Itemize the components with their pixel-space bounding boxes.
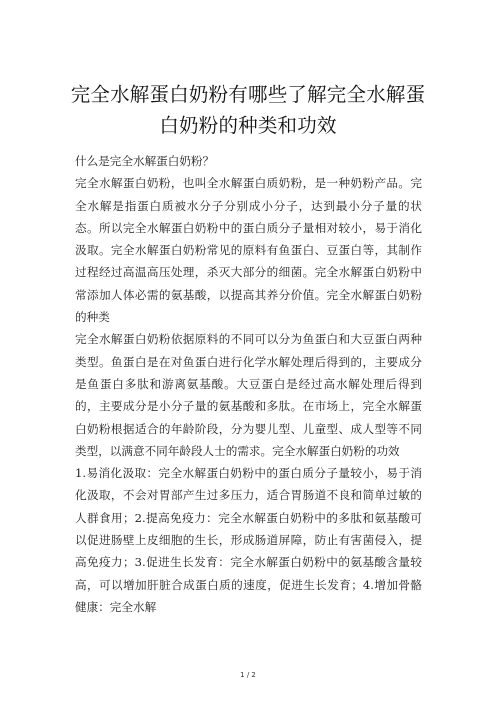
page-number: 1 / 2 <box>240 671 256 679</box>
title-line-1: 完全水解蛋白奶粉有哪些了解完全水解蛋 <box>70 83 426 106</box>
paragraph-definition: 完全水解蛋白奶粉，也叫全水解蛋白质奶粉，是一种奶粉产品。完全水解是指蛋白质被水分子分别成小分子，达到最小分子量的状态。所以完全水解蛋白奶粉中的蛋白质分子量相对较小，易于消化汲取。完全水解蛋白奶粉常见的原料有鱼蛋白、豆蛋白等，其制作过程经过高温高压处理，杀灭大部分的细菌。完全水解蛋白奶粉中常添加人体必需的氨基酸，以提高其养分价值。完全水解蛋白奶粉的种类 <box>75 176 422 325</box>
title-line-2: 白奶粉的种类和功效 <box>159 114 337 137</box>
paragraph-types: 完全水解蛋白奶粉依据原料的不同可以分为鱼蛋白和大豆蛋白两种类型。鱼蛋白是在对鱼蛋白进行化学水解处理后得到的，主要成分是鱼蛋白多肽和游离氨基酸。大豆蛋白是经过高水解处理后得到的，主要成分是小分子量的氨基酸和多肽。在市场上，完全水解蛋白奶粉根据适合的年龄阶段，分为婴儿型、儿童型、成人型等不同类型，以满意不同年龄段人士的需求。完全水解蛋白奶粉的功效 <box>75 332 422 458</box>
document-body <box>75 150 422 618</box>
paragraph-benefits: 1.易消化汲取：完全水解蛋白奶粉中的蛋白质分子量较小，易于消化汲取，不会对胃部产生过多压力，适合胃肠道不良和简单过敏的人群食用；2.提高免疫力：完全水解蛋白奶粉中的多肽和氨基酸可以促进肠壁上皮细胞的生长，形成肠道屏障，防止有害菌侵入，提高免疫力；3.促进生长发育：完全水解蛋白奶粉中的氨基酸含量较高，可以增加肝脏合成蛋白质的速度，促进生长发育；4.增加骨骼健康：完全水解 <box>75 466 422 614</box>
document-title <box>60 79 436 141</box>
question-heading: 什么是完全水解蛋白奶粉？ <box>75 154 215 168</box>
